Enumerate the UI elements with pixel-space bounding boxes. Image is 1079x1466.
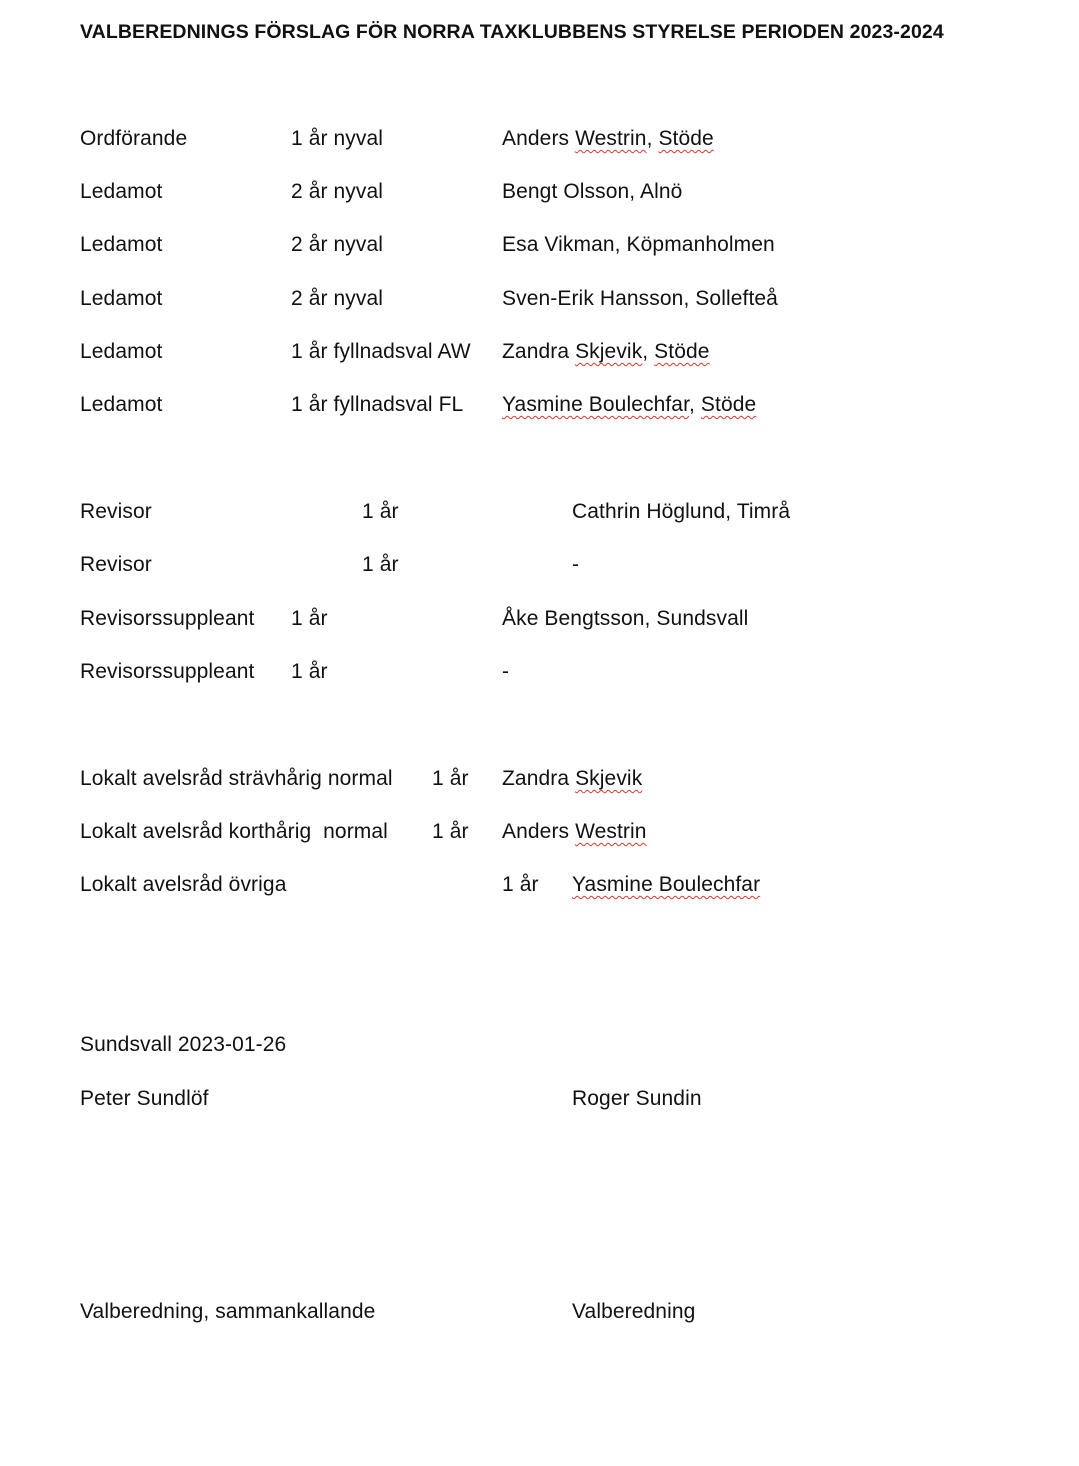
board-term: 1 år fyllnadsval FL: [291, 393, 464, 416]
auditor-role: Revisorssuppleant: [80, 660, 255, 683]
signature-right-title: Valberedning: [572, 1300, 696, 1323]
board-member-name: Zandra Skjevik, Stöde: [502, 340, 710, 363]
auditor-name: Cathrin Höglund, Timrå: [572, 500, 791, 523]
board-term: 1 år fyllnadsval AW: [291, 340, 471, 363]
breeding-term: 1 år: [432, 820, 469, 843]
signature-left-name: Peter Sundlöf: [80, 1087, 209, 1110]
auditor-term: 1 år: [362, 500, 399, 523]
auditor-name: Åke Bengtsson, Sundsvall: [502, 607, 749, 630]
signature-left-title: Valberedning, sammankallande: [80, 1300, 376, 1323]
breeding-term: 1 år: [432, 767, 469, 790]
breeding-name: Anders Westrin: [502, 820, 647, 843]
auditor-term: 1 år: [291, 607, 328, 630]
auditor-role: Revisor: [80, 553, 152, 576]
auditor-role: Revisorssuppleant: [80, 607, 255, 630]
board-term: 1 år nyval: [291, 127, 384, 150]
breeding-role: Lokalt avelsråd strävhårig normal: [80, 767, 393, 790]
board-term: 2 år nyval: [291, 180, 384, 203]
auditor-name: -: [502, 660, 510, 683]
board-role: Ledamot: [80, 233, 163, 256]
breeding-name: Yasmine Boulechfar: [572, 873, 761, 896]
board-member-name: Sven-Erik Hansson, Sollefteå: [502, 287, 778, 310]
auditor-name: -: [572, 553, 580, 576]
board-role: Ledamot: [80, 393, 163, 416]
auditor-term: 1 år: [291, 660, 328, 683]
breeding-role: Lokalt avelsråd korthårig normal: [80, 820, 388, 843]
board-member-name: Anders Westrin, Stöde: [502, 127, 714, 150]
auditor-term: 1 år: [362, 553, 399, 576]
board-member-name: Esa Vikman, Köpmanholmen: [502, 233, 775, 256]
breeding-term: 1 år: [502, 873, 539, 896]
board-term: 2 år nyval: [291, 233, 384, 256]
auditor-role: Revisor: [80, 500, 152, 523]
board-term: 2 år nyval: [291, 287, 384, 310]
board-role: Ledamot: [80, 340, 163, 363]
breeding-name: Zandra Skjevik: [502, 767, 643, 790]
signature-right-name: Roger Sundin: [572, 1087, 702, 1110]
board-role: Ordförande: [80, 127, 188, 150]
place-date: Sundsvall 2023-01-26: [80, 1033, 287, 1056]
board-role: Ledamot: [80, 287, 163, 310]
board-role: Ledamot: [80, 180, 163, 203]
document-title: VALBEREDNINGS FÖRSLAG FÖR NORRA TAXKLUBBENS STYRELSE PERIODEN 2023-2024: [80, 21, 944, 43]
board-member-name: Bengt Olsson, Alnö: [502, 180, 683, 203]
board-member-name: Yasmine Boulechfar, Stöde: [502, 393, 757, 416]
breeding-role: Lokalt avelsråd övriga: [80, 873, 287, 896]
